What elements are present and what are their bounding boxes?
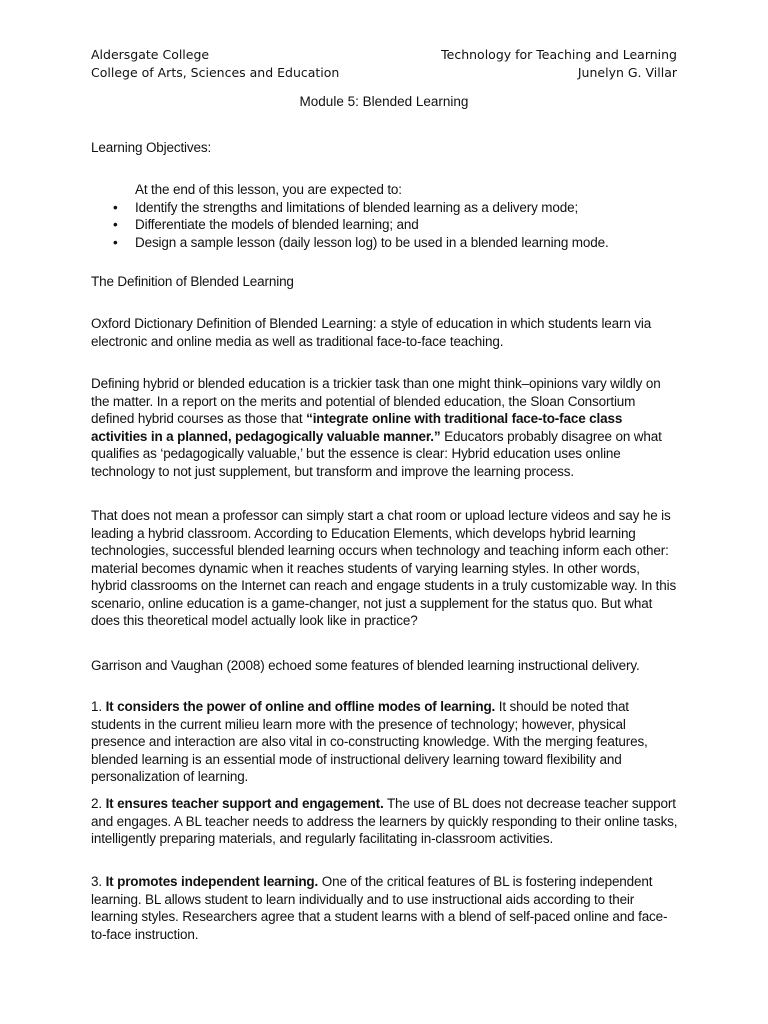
module-title: Module 5: Blended Learning — [299, 94, 469, 109]
objectives-heading: Learning Objectives: — [91, 140, 212, 155]
author-name: Junelyn G. Villar — [577, 65, 677, 80]
objectives-list — [91, 199, 679, 252]
definition-paragraph-2: Defining hybrid or blended education is a trickier task than one might think–opinions vary wildly on the matter. In a report on the merits and potential of blended education, the Sloan Consortium defined hybrid courses as those that “integrate online with traditional face-to-face class activities in a planned, pedagogically valuable manner.” Educators probably disagree on what qualifies as ‘pedagogically valuable,’ but the essence is clear: Hybrid education uses online technology to not just supplement, but transform and improve the learning process. — [91, 376, 662, 479]
objective-item: • Identify the strengths and limitations of blended learning as a delivery mode; — [91, 199, 679, 217]
course-title: Technology for Teaching and Learning — [441, 47, 677, 62]
college-name: College of Arts, Sciences and Education — [91, 65, 340, 80]
feature-heading: It ensures teacher support and engagement. — [105, 796, 384, 811]
sloan-quote: “integrate online with traditional face-to-face class activities in a planned, pedagogically valuable manner.” — [91, 411, 623, 444]
objectives-section — [91, 181, 679, 251]
definition-paragraph-4: Garrison and Vaughan (2008) echoed some features of blended learning instructional delivery. — [91, 658, 640, 673]
feature-item-2: 2. It ensures teacher support and engagement. The use of BL does not decrease teacher support and engages. A BL teacher needs to address the learners by quickly responding to their online tasks, intelligently preparing materials, and regularly facilitating in-classroom activities. — [91, 796, 678, 846]
institution-name: Aldersgate College — [91, 47, 210, 62]
definition-paragraph-1: Oxford Dictionary Definition of Blended Learning: a style of education in which students learn via electronic and online media as well as traditional face-to-face teaching. — [91, 316, 652, 349]
feature-item-3: 3. It promotes independent learning. One of the critical features of BL is fostering independent learning. BL allows student to learn individually and to use instructional aids according to their learning styles. Researchers agree that a student learns with a blend of self-paced online and face-to-face instruction. — [91, 874, 668, 942]
definition-heading: The Definition of Blended Learning — [91, 274, 294, 289]
feature-heading: It considers the power of online and offline modes of learning. — [105, 699, 496, 714]
header-left — [91, 46, 339, 82]
feature-item-1: 1. It considers the power of online and offline modes of learning. It should be noted that students in the current milieu learn more with the presence of technology; however, physical presence and interaction are also vital in co-constructing knowledge. With the merging features, blended learning is an essential mode of instructional delivery learning toward flexibility and personalization of learning. — [91, 699, 648, 784]
feature-heading: It promotes independent learning. — [105, 874, 319, 889]
objectives-intro: At the end of this lesson, you are expected to: — [135, 182, 402, 197]
header-right — [441, 46, 677, 82]
objective-item: • Differentiate the models of blended learning; and — [91, 216, 679, 234]
objective-item: • Design a sample lesson (daily lesson log) to be used in a blended learning mode. — [91, 234, 679, 252]
definition-paragraph-3: That does not mean a professor can simply start a chat room or upload lecture videos and say he is leading a hybrid classroom. According to Education Elements, which develops hybrid learning technologies, successful blended learning occurs when technology and teaching inform each other: material becomes dynamic when it reaches students of varying learning styles. In other words, hybrid classrooms on the Internet can reach and engage students in a truly customizable way. In this scenario, online education is a game-changer, not just a supplement for the status quo. But what does this theoretical model actually look like in practice? — [91, 508, 677, 628]
